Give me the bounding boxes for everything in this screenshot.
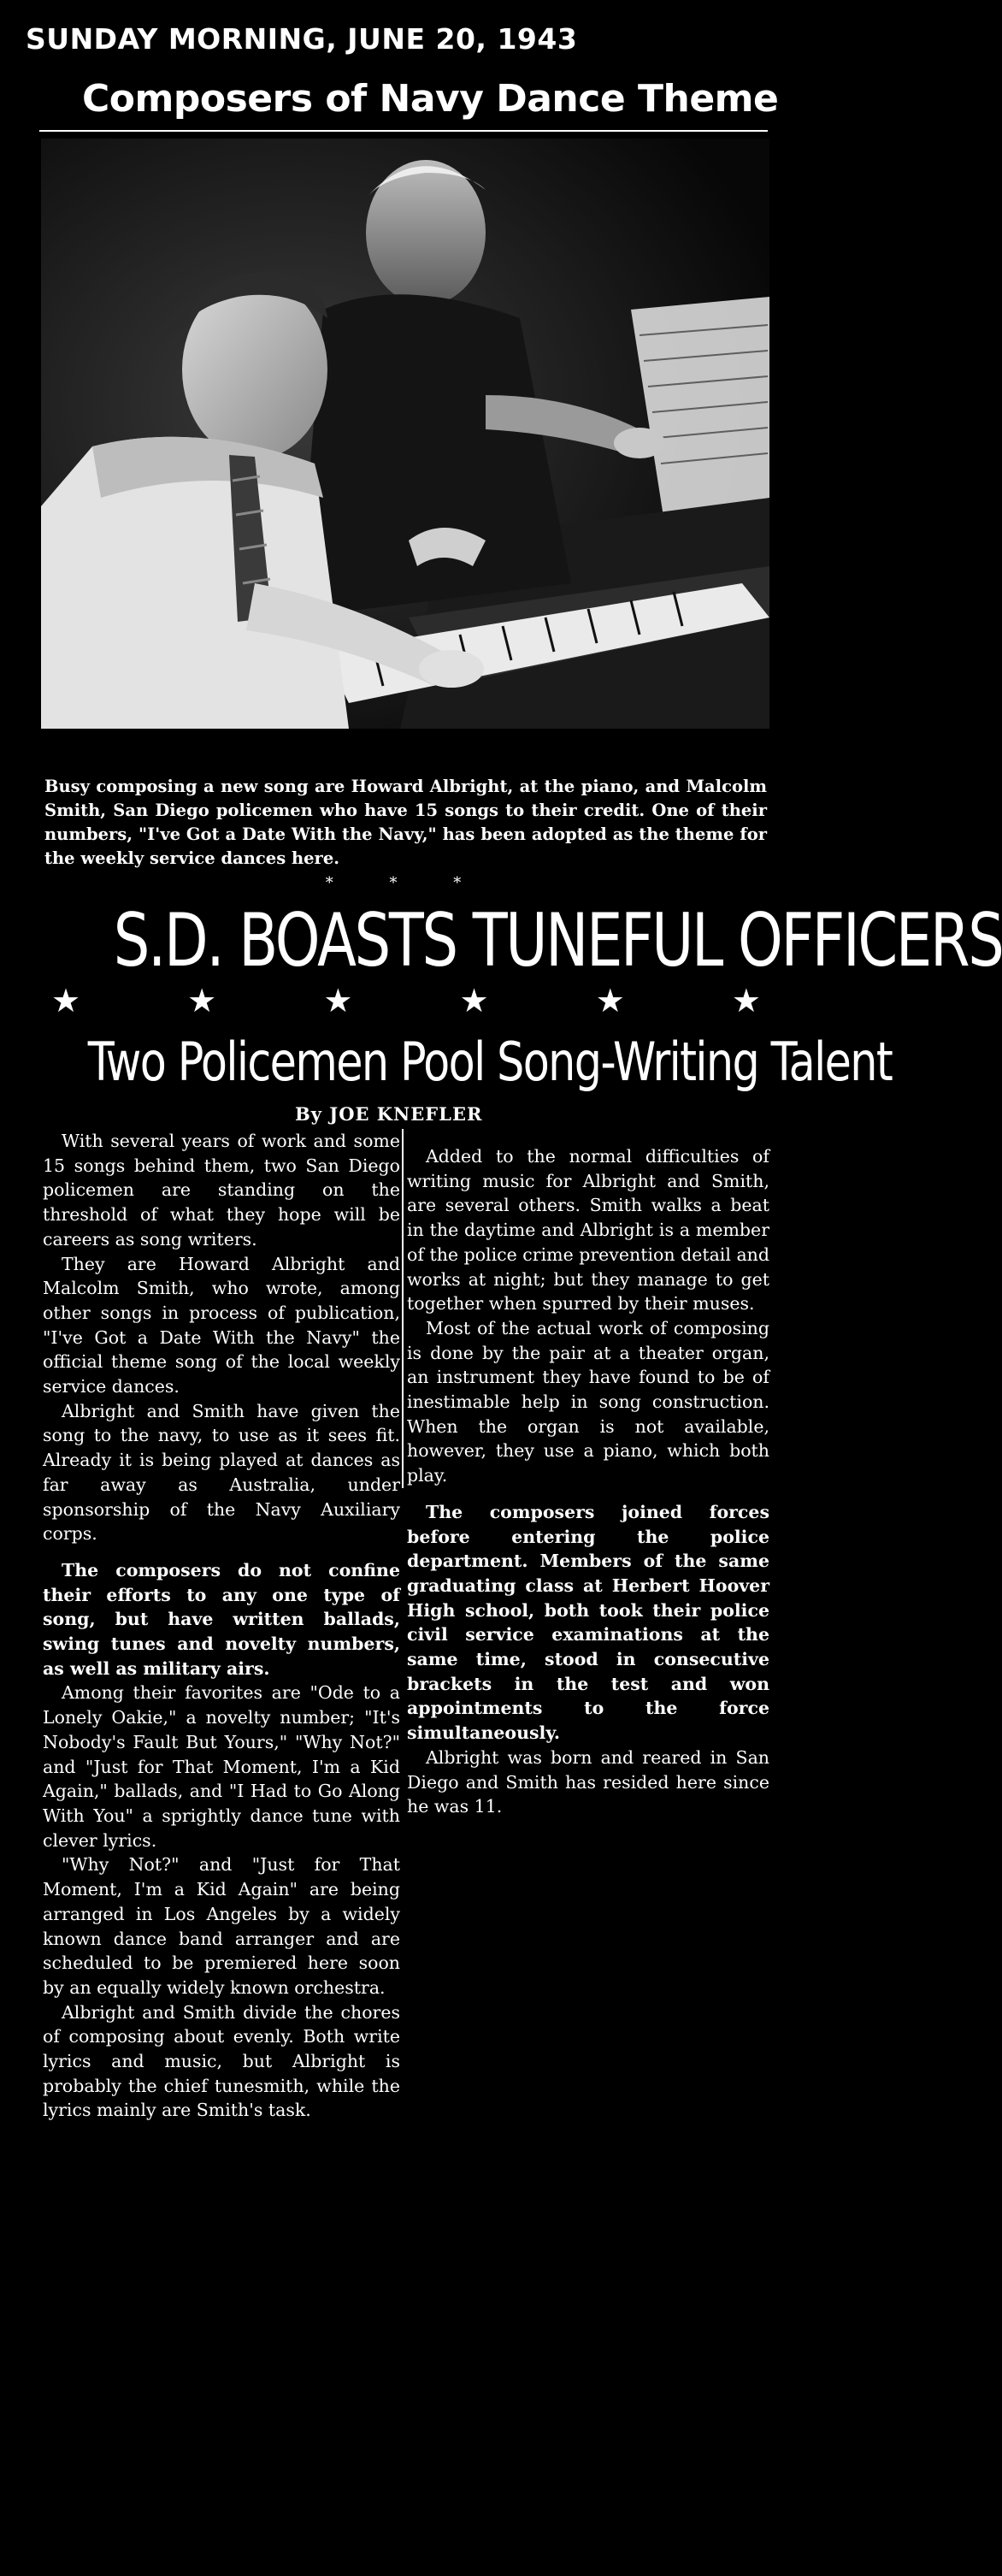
paragraph-lead: The composers do not confine their efforts to any one type of song, but have written ballads, swing tunes and novelty numbers, as well as military airs. xyxy=(43,1559,400,1679)
banner-headline: S.D. BOASTS TUNEFUL OFFICERS xyxy=(113,898,1002,984)
photo-headline: Composers of Navy Dance Theme xyxy=(82,77,779,121)
news-photo xyxy=(41,139,769,729)
photo-of-two-men-at-piano-icon xyxy=(41,139,769,729)
caption-stars: * * * xyxy=(325,874,487,892)
paragraph: Added to the normal difficulties of writing music for Albright and Smith, are several others. Smith walks a beat in the daytime and Albright is a member of the police crime prevention detail and works at night; but they manage to get together when spurred by their muses. xyxy=(407,1146,769,1315)
paragraph: With several years of work and some 15 songs behind them, two San Diego policemen are standing on the threshold of what they hope will be careers as song writers. xyxy=(43,1131,400,1250)
star-icon: ★ xyxy=(459,982,489,1019)
paragraph: They are Howard Albright and Malcolm Smith, who wrote, among other songs in process of publication, "I've Got a Date With the Navy" the official theme song of the local weekly service dances. xyxy=(43,1253,400,1397)
divider-rule xyxy=(39,130,768,132)
photo-caption: Busy composing a new song are Howard Albright, at the piano, and Malcolm Smith, San Diego policemen who have 15 songs to their credit. One of their numbers, "I've Got a Date With the Navy," has been adopted as the theme for the weekly service dances here. xyxy=(44,777,767,868)
paragraph: Albright was born and reared in San Diego and Smith has resided here since he was 11. xyxy=(407,1746,769,1817)
dateline: SUNDAY MORNING, JUNE 20, 1943 xyxy=(26,22,578,56)
star-icon: ★ xyxy=(51,982,81,1019)
paragraph: "Why Not?" and "Just for That Moment, I'm a Kid Again" are being arranged in Los Angeles by a widely known dance band arranger and are scheduled to be premiered here soon by an equally widely known orchestra. xyxy=(43,1854,400,1998)
paragraph-lead: The composers joined forces before entering the police department. Members of the same graduating class at Herbert Hoover High school, both took their police civil service examinations at the same time, stood in consecutive brackets in the test and won appointments to the force simultaneously. xyxy=(407,1501,769,1744)
banner-stars-row xyxy=(51,982,761,1019)
star-icon: ★ xyxy=(595,982,625,1019)
paragraph: Most of the actual work of composing is done by the pair at a theater organ, an instrument they have found to be of inestimable help in song construction. When the organ is not available, however, they use a piano, which both play. xyxy=(407,1317,769,1486)
paragraph: Among their favorites are "Ode to a Lonely Oakie," a novelty number; "It's Nobody's Fault But Yours," "Why Not?" and "Just for That Moment, I'm a Kid Again," ballads, and "I Had to Go Along With You" a sprightly dance tune with clever lyrics. xyxy=(43,1682,400,1851)
article-left-column xyxy=(43,1129,400,2123)
subheadline: Two Policemen Pool Song-Writing Talent xyxy=(87,1031,893,1093)
article-right-column xyxy=(407,1144,769,1819)
star-icon: ★ xyxy=(323,982,353,1019)
byline: By JOE KNEFLER xyxy=(295,1103,483,1125)
column-divider xyxy=(402,1129,404,1488)
star-icon: ★ xyxy=(187,982,217,1019)
star-icon: ★ xyxy=(731,982,761,1019)
paragraph: Albright and Smith divide the chores of composing about evenly. Both write lyrics and music, but Albright is probably the chief tunesmith, while the lyrics mainly are Smith's task. xyxy=(43,2001,400,2121)
paragraph: Albright and Smith have given the song to the navy, to use as it sees fit. Already it is being played at dances as far away as Australia, under sponsorship of the Navy Auxiliary corps. xyxy=(43,1400,400,1545)
